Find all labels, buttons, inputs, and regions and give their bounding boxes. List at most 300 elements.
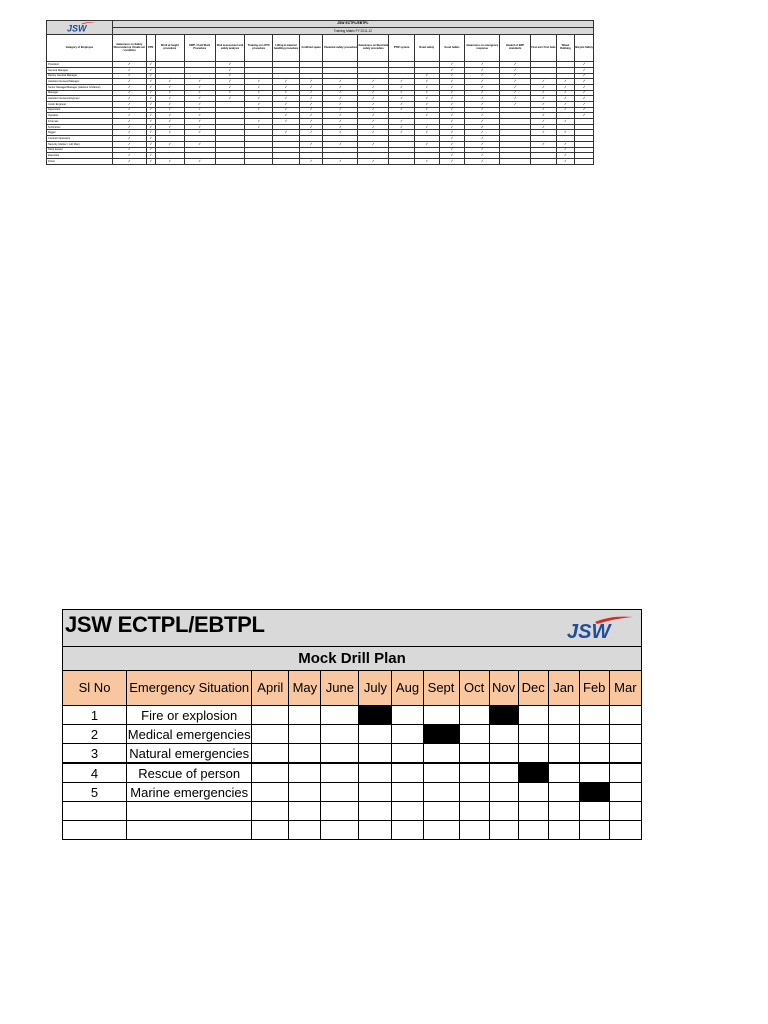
check-mark-icon: ✓ — [465, 158, 500, 164]
check-mark-icon: ✓ — [439, 73, 465, 79]
column-header-month: Nov — [489, 671, 518, 706]
check-mark-icon: ✓ — [556, 90, 575, 96]
month-cell — [609, 783, 641, 802]
check-mark-icon: ✓ — [414, 130, 439, 136]
column-header-month: Oct — [459, 671, 489, 706]
training-matrix — [46, 20, 594, 165]
check-mark-icon: ✓ — [465, 90, 500, 96]
check-mark-icon: ✓ — [575, 113, 594, 119]
month-cell — [489, 783, 518, 802]
check-mark-icon: ✓ — [358, 90, 389, 96]
check-mark-icon: ✓ — [215, 90, 245, 96]
check-mark-icon: ✓ — [112, 79, 146, 85]
check-mark-icon: ✓ — [184, 141, 215, 147]
month-cell — [392, 783, 423, 802]
employee-category-label: Contract Operators — [47, 136, 113, 142]
check-mark-icon: ✓ — [575, 90, 594, 96]
check-mark-icon: ✓ — [323, 119, 358, 125]
check-mark-icon: ✓ — [575, 73, 594, 79]
check-mark-icon: ✓ — [465, 96, 500, 102]
month-cell — [548, 821, 579, 840]
check-mark-icon: ✓ — [146, 153, 155, 159]
employee-category-label: Senior Manager/Manager (Harbour & Marine) — [47, 84, 113, 90]
check-mark-icon: ✓ — [146, 102, 155, 108]
month-cell — [289, 706, 321, 725]
month-cell — [289, 744, 321, 764]
check-mark-icon: ✓ — [146, 147, 155, 153]
month-cell — [392, 821, 423, 840]
sl-no-cell: 5 — [63, 783, 127, 802]
check-mark-icon: ✓ — [414, 73, 439, 79]
column-header-sl-no: Sl No — [63, 671, 127, 706]
employee-category-label: Assistant General Manager — [47, 79, 113, 85]
check-mark-icon: ✓ — [414, 84, 439, 90]
check-mark-icon: ✓ — [575, 96, 594, 102]
check-mark-icon: ✓ — [531, 79, 557, 85]
check-mark-icon: ✓ — [531, 119, 557, 125]
check-mark-icon: ✓ — [358, 79, 389, 85]
month-cell — [252, 802, 289, 821]
table-row — [63, 802, 642, 821]
check-mark-icon: ✓ — [531, 84, 557, 90]
check-mark-icon: ✓ — [358, 84, 389, 90]
month-cell — [518, 744, 548, 764]
month-cell — [392, 744, 423, 764]
check-mark-icon: ✓ — [414, 124, 439, 130]
check-mark-icon: ✓ — [112, 62, 146, 68]
check-mark-icon: ✓ — [500, 90, 531, 96]
check-mark-icon: ✓ — [389, 79, 415, 85]
month-cell — [392, 802, 423, 821]
check-mark-icon: ✓ — [414, 141, 439, 147]
month-cell — [252, 706, 289, 725]
month-cell — [423, 802, 459, 821]
mock-drill-plan-title: Mock Drill Plan — [63, 647, 642, 671]
check-mark-icon: ✓ — [465, 102, 500, 108]
check-mark-icon: ✓ — [146, 96, 155, 102]
check-mark-icon: ✓ — [465, 113, 500, 119]
check-mark-icon: ✓ — [439, 158, 465, 164]
check-mark-icon: ✓ — [146, 136, 155, 142]
check-mark-icon: ✓ — [245, 107, 273, 113]
check-mark-icon: ✓ — [146, 84, 155, 90]
column-header-training-topic: Awareness on Electrical safety procedure — [358, 35, 389, 62]
column-header-training-topic: Good habits — [439, 35, 465, 62]
month-cell — [321, 763, 359, 783]
check-mark-icon: ✓ — [155, 79, 184, 85]
table-row — [63, 783, 642, 802]
month-cell — [459, 725, 489, 744]
month-cell — [423, 763, 459, 783]
check-mark-icon: ✓ — [273, 113, 300, 119]
month-cell — [321, 802, 359, 821]
check-mark-icon: ✓ — [414, 113, 439, 119]
check-mark-icon: ✓ — [299, 96, 323, 102]
check-mark-icon: ✓ — [389, 130, 415, 136]
check-mark-icon: ✓ — [323, 158, 358, 164]
month-cell — [359, 802, 392, 821]
check-mark-icon: ✓ — [215, 79, 245, 85]
month-cell — [459, 763, 489, 783]
month-cell — [579, 725, 609, 744]
empty-cell — [273, 158, 300, 164]
check-mark-icon: ✓ — [112, 153, 146, 159]
month-cell — [579, 763, 609, 783]
check-mark-icon: ✓ — [215, 96, 245, 102]
empty-cell — [245, 158, 273, 164]
month-cell — [548, 725, 579, 744]
column-header-training-topic: Awareness on Safety Observation & Unsafe act / condition — [112, 35, 146, 62]
check-mark-icon: ✓ — [146, 130, 155, 136]
check-mark-icon: ✓ — [323, 130, 358, 136]
check-mark-icon: ✓ — [155, 96, 184, 102]
check-mark-icon: ✓ — [414, 107, 439, 113]
month-cell — [609, 763, 641, 783]
column-header-training-topic: SWP / Cold Work Procedure — [184, 35, 215, 62]
check-mark-icon: ✓ — [439, 153, 465, 159]
month-cell — [392, 706, 423, 725]
month-cell — [321, 821, 359, 840]
check-mark-icon: ✓ — [500, 62, 531, 68]
check-mark-icon: ✓ — [112, 158, 146, 164]
training-matrix-table — [46, 20, 594, 165]
check-mark-icon: ✓ — [439, 90, 465, 96]
month-cell — [518, 783, 548, 802]
check-mark-icon: ✓ — [556, 153, 575, 159]
column-header-month: July — [359, 671, 392, 706]
check-mark-icon: ✓ — [273, 102, 300, 108]
check-mark-icon: ✓ — [575, 62, 594, 68]
training-matrix-title: JSW ECTPL/EBTPL — [112, 21, 593, 28]
check-mark-icon: ✓ — [531, 96, 557, 102]
column-header-month: May — [289, 671, 321, 706]
check-mark-icon: ✓ — [439, 136, 465, 142]
month-cell — [423, 744, 459, 764]
check-mark-icon: ✓ — [500, 102, 531, 108]
check-mark-icon: ✓ — [273, 130, 300, 136]
column-header-training-topic: Wheel Rubbing — [556, 35, 575, 62]
check-mark-icon: ✓ — [146, 119, 155, 125]
check-mark-icon: ✓ — [112, 113, 146, 119]
check-mark-icon: ✓ — [531, 90, 557, 96]
employee-category-label: President — [47, 62, 113, 68]
sl-no-cell — [63, 802, 127, 821]
emergency-situation-cell: Marine emergencies — [127, 783, 252, 802]
check-mark-icon: ✓ — [184, 84, 215, 90]
check-mark-icon: ✓ — [439, 84, 465, 90]
column-header-training-topic: PTW system — [389, 35, 415, 62]
check-mark-icon: ✓ — [323, 84, 358, 90]
column-header-training-topic: Lifting & material handling procedure — [273, 35, 300, 62]
check-mark-icon: ✓ — [299, 158, 323, 164]
check-mark-icon: ✓ — [299, 107, 323, 113]
check-mark-icon: ✓ — [112, 102, 146, 108]
month-cell — [579, 821, 609, 840]
check-mark-icon: ✓ — [500, 96, 531, 102]
check-mark-icon: ✓ — [439, 107, 465, 113]
check-mark-icon: ✓ — [556, 107, 575, 113]
check-mark-icon: ✓ — [155, 119, 184, 125]
check-mark-icon: ✓ — [245, 102, 273, 108]
employee-category-label: Technician — [47, 124, 113, 130]
sl-no-cell: 2 — [63, 725, 127, 744]
month-cell — [459, 706, 489, 725]
check-mark-icon: ✓ — [273, 90, 300, 96]
check-mark-icon: ✓ — [323, 79, 358, 85]
jsw-logo-icon — [555, 615, 635, 641]
check-mark-icon: ✓ — [531, 141, 557, 147]
month-cell — [609, 706, 641, 725]
check-mark-icon: ✓ — [299, 119, 323, 125]
jsw-logo-icon — [62, 21, 96, 33]
check-mark-icon: ✓ — [245, 84, 273, 90]
month-cell — [252, 783, 289, 802]
check-mark-icon: ✓ — [184, 130, 215, 136]
check-mark-icon: ✓ — [439, 147, 465, 153]
check-mark-icon: ✓ — [323, 107, 358, 113]
check-mark-icon: ✓ — [184, 158, 215, 164]
check-mark-icon: ✓ — [439, 62, 465, 68]
check-mark-icon: ✓ — [358, 158, 389, 164]
check-mark-icon: ✓ — [556, 147, 575, 153]
month-cell — [518, 821, 548, 840]
check-mark-icon: ✓ — [155, 130, 184, 136]
emergency-situation-cell — [127, 802, 252, 821]
month-cell — [321, 783, 359, 802]
column-header-training-topic: Hazard of ERP standards — [500, 35, 531, 62]
month-cell — [579, 706, 609, 725]
check-mark-icon: ✓ — [358, 141, 389, 147]
month-cell — [459, 821, 489, 840]
check-mark-icon: ✓ — [500, 84, 531, 90]
month-cell — [321, 744, 359, 764]
scheduled-drill-cell — [423, 725, 459, 744]
check-mark-icon: ✓ — [184, 96, 215, 102]
check-mark-icon: ✓ — [465, 107, 500, 113]
month-cell — [459, 783, 489, 802]
emergency-situation-cell: Rescue of person — [127, 763, 252, 783]
check-mark-icon: ✓ — [575, 107, 594, 113]
month-cell — [518, 802, 548, 821]
employee-category-label: Deputy General Manager — [47, 73, 113, 79]
check-mark-icon: ✓ — [414, 96, 439, 102]
check-mark-icon: ✓ — [323, 102, 358, 108]
check-mark-icon: ✓ — [556, 102, 575, 108]
check-mark-icon: ✓ — [439, 113, 465, 119]
column-header-training-topic: PPE — [146, 35, 155, 62]
check-mark-icon: ✓ — [112, 141, 146, 147]
check-mark-icon: ✓ — [323, 141, 358, 147]
scheduled-drill-cell — [359, 706, 392, 725]
check-mark-icon: ✓ — [323, 96, 358, 102]
check-mark-icon: ✓ — [358, 96, 389, 102]
check-mark-icon: ✓ — [465, 84, 500, 90]
check-mark-icon: ✓ — [155, 124, 184, 130]
mock-drill-plan — [62, 609, 642, 840]
check-mark-icon: ✓ — [299, 90, 323, 96]
column-header-month: Mar — [609, 671, 641, 706]
check-mark-icon: ✓ — [112, 96, 146, 102]
check-mark-icon: ✓ — [465, 153, 500, 159]
check-mark-icon: ✓ — [112, 147, 146, 153]
check-mark-icon: ✓ — [323, 113, 358, 119]
column-header-category: Category of Employee — [47, 35, 113, 62]
check-mark-icon: ✓ — [556, 119, 575, 125]
table-row — [63, 821, 642, 840]
empty-cell — [389, 158, 415, 164]
column-header-month: Feb — [579, 671, 609, 706]
svg-text:JSW: JSW — [67, 23, 87, 33]
employee-category-label: Store keeper — [47, 147, 113, 153]
check-mark-icon: ✓ — [358, 102, 389, 108]
check-mark-icon: ✓ — [500, 73, 531, 79]
emergency-situation-cell: Natural emergencies — [127, 744, 252, 764]
check-mark-icon: ✓ — [273, 119, 300, 125]
employee-category-label: Driver — [47, 158, 113, 164]
check-mark-icon: ✓ — [112, 67, 146, 73]
check-mark-icon: ✓ — [215, 62, 245, 68]
month-cell — [579, 802, 609, 821]
month-cell — [289, 783, 321, 802]
check-mark-icon: ✓ — [273, 96, 300, 102]
month-cell — [252, 725, 289, 744]
training-matrix-subtitle: Training Matrix FY 2011-12 — [112, 28, 593, 35]
check-mark-icon: ✓ — [575, 79, 594, 85]
check-mark-icon: ✓ — [146, 107, 155, 113]
check-mark-icon: ✓ — [155, 84, 184, 90]
check-mark-icon: ✓ — [500, 79, 531, 85]
table-row — [63, 706, 642, 725]
scheduled-drill-cell — [579, 783, 609, 802]
check-mark-icon: ✓ — [146, 158, 155, 164]
check-mark-icon: ✓ — [465, 147, 500, 153]
check-mark-icon: ✓ — [299, 84, 323, 90]
check-mark-icon: ✓ — [184, 79, 215, 85]
employee-category-label: Rigger — [47, 130, 113, 136]
check-mark-icon: ✓ — [556, 130, 575, 136]
mock-drill-company-header — [63, 610, 642, 647]
scheduled-drill-cell — [489, 706, 518, 725]
check-mark-icon: ✓ — [184, 107, 215, 113]
check-mark-icon: ✓ — [358, 130, 389, 136]
check-mark-icon: ✓ — [531, 113, 557, 119]
company-title: JSW ECTPL/EBTPL — [65, 612, 265, 637]
sl-no-cell — [63, 821, 127, 840]
check-mark-icon: ✓ — [465, 119, 500, 125]
check-mark-icon: ✓ — [389, 84, 415, 90]
check-mark-icon: ✓ — [184, 113, 215, 119]
check-mark-icon: ✓ — [500, 67, 531, 73]
month-cell — [548, 802, 579, 821]
column-header-training-topic: Awareness on emergency response — [465, 35, 500, 62]
check-mark-icon: ✓ — [323, 124, 358, 130]
month-cell — [359, 763, 392, 783]
table-row — [63, 725, 642, 744]
check-mark-icon: ✓ — [155, 113, 184, 119]
check-mark-icon: ✓ — [112, 84, 146, 90]
check-mark-icon: ✓ — [155, 141, 184, 147]
check-mark-icon: ✓ — [414, 79, 439, 85]
column-header-month: Jan — [548, 671, 579, 706]
check-mark-icon: ✓ — [146, 90, 155, 96]
check-mark-icon: ✓ — [112, 119, 146, 125]
svg-text:JSW: JSW — [567, 621, 611, 641]
employee-category-label: Operator — [47, 113, 113, 119]
month-cell — [359, 725, 392, 744]
month-cell — [289, 763, 321, 783]
month-cell — [252, 763, 289, 783]
month-cell — [289, 802, 321, 821]
column-header-training-topic: Confined space — [299, 35, 323, 62]
month-cell — [518, 706, 548, 725]
check-mark-icon: ✓ — [273, 79, 300, 85]
check-mark-icon: ✓ — [245, 119, 273, 125]
empty-cell — [575, 158, 594, 164]
employee-category-label: Assistant General Engineer — [47, 96, 113, 102]
month-cell — [489, 802, 518, 821]
month-cell — [321, 706, 359, 725]
jsw-logo-small — [47, 21, 113, 35]
check-mark-icon: ✓ — [556, 79, 575, 85]
check-mark-icon: ✓ — [414, 102, 439, 108]
month-cell — [392, 725, 423, 744]
check-mark-icon: ✓ — [465, 73, 500, 79]
month-cell — [459, 744, 489, 764]
check-mark-icon: ✓ — [112, 136, 146, 142]
sl-no-cell: 4 — [63, 763, 127, 783]
column-header-month: Sept — [423, 671, 459, 706]
check-mark-icon: ✓ — [439, 124, 465, 130]
check-mark-icon: ✓ — [465, 79, 500, 85]
check-mark-icon: ✓ — [414, 90, 439, 96]
check-mark-icon: ✓ — [155, 107, 184, 113]
check-mark-icon: ✓ — [273, 107, 300, 113]
check-mark-icon: ✓ — [531, 124, 557, 130]
check-mark-icon: ✓ — [465, 141, 500, 147]
check-mark-icon: ✓ — [556, 158, 575, 164]
check-mark-icon: ✓ — [575, 84, 594, 90]
check-mark-icon: ✓ — [184, 124, 215, 130]
month-cell — [252, 744, 289, 764]
employee-category-label: Manager — [47, 90, 113, 96]
month-cell — [459, 802, 489, 821]
month-cell — [609, 725, 641, 744]
check-mark-icon: ✓ — [389, 119, 415, 125]
check-mark-icon: ✓ — [358, 113, 389, 119]
check-mark-icon: ✓ — [575, 102, 594, 108]
check-mark-icon: ✓ — [146, 62, 155, 68]
check-mark-icon: ✓ — [439, 119, 465, 125]
check-mark-icon: ✓ — [323, 90, 358, 96]
check-mark-icon: ✓ — [112, 124, 146, 130]
check-mark-icon: ✓ — [299, 79, 323, 85]
mock-drill-table — [62, 609, 642, 840]
month-cell — [609, 802, 641, 821]
employee-category-label: General Manager — [47, 67, 113, 73]
check-mark-icon: ✓ — [531, 107, 557, 113]
check-mark-icon: ✓ — [146, 73, 155, 79]
month-cell — [392, 763, 423, 783]
check-mark-icon: ✓ — [245, 124, 273, 130]
check-mark-icon: ✓ — [299, 130, 323, 136]
check-mark-icon: ✓ — [389, 102, 415, 108]
month-cell — [423, 783, 459, 802]
sl-no-cell: 1 — [63, 706, 127, 725]
month-cell — [548, 763, 579, 783]
check-mark-icon: ✓ — [465, 130, 500, 136]
empty-cell — [531, 158, 557, 164]
check-mark-icon: ✓ — [414, 158, 439, 164]
